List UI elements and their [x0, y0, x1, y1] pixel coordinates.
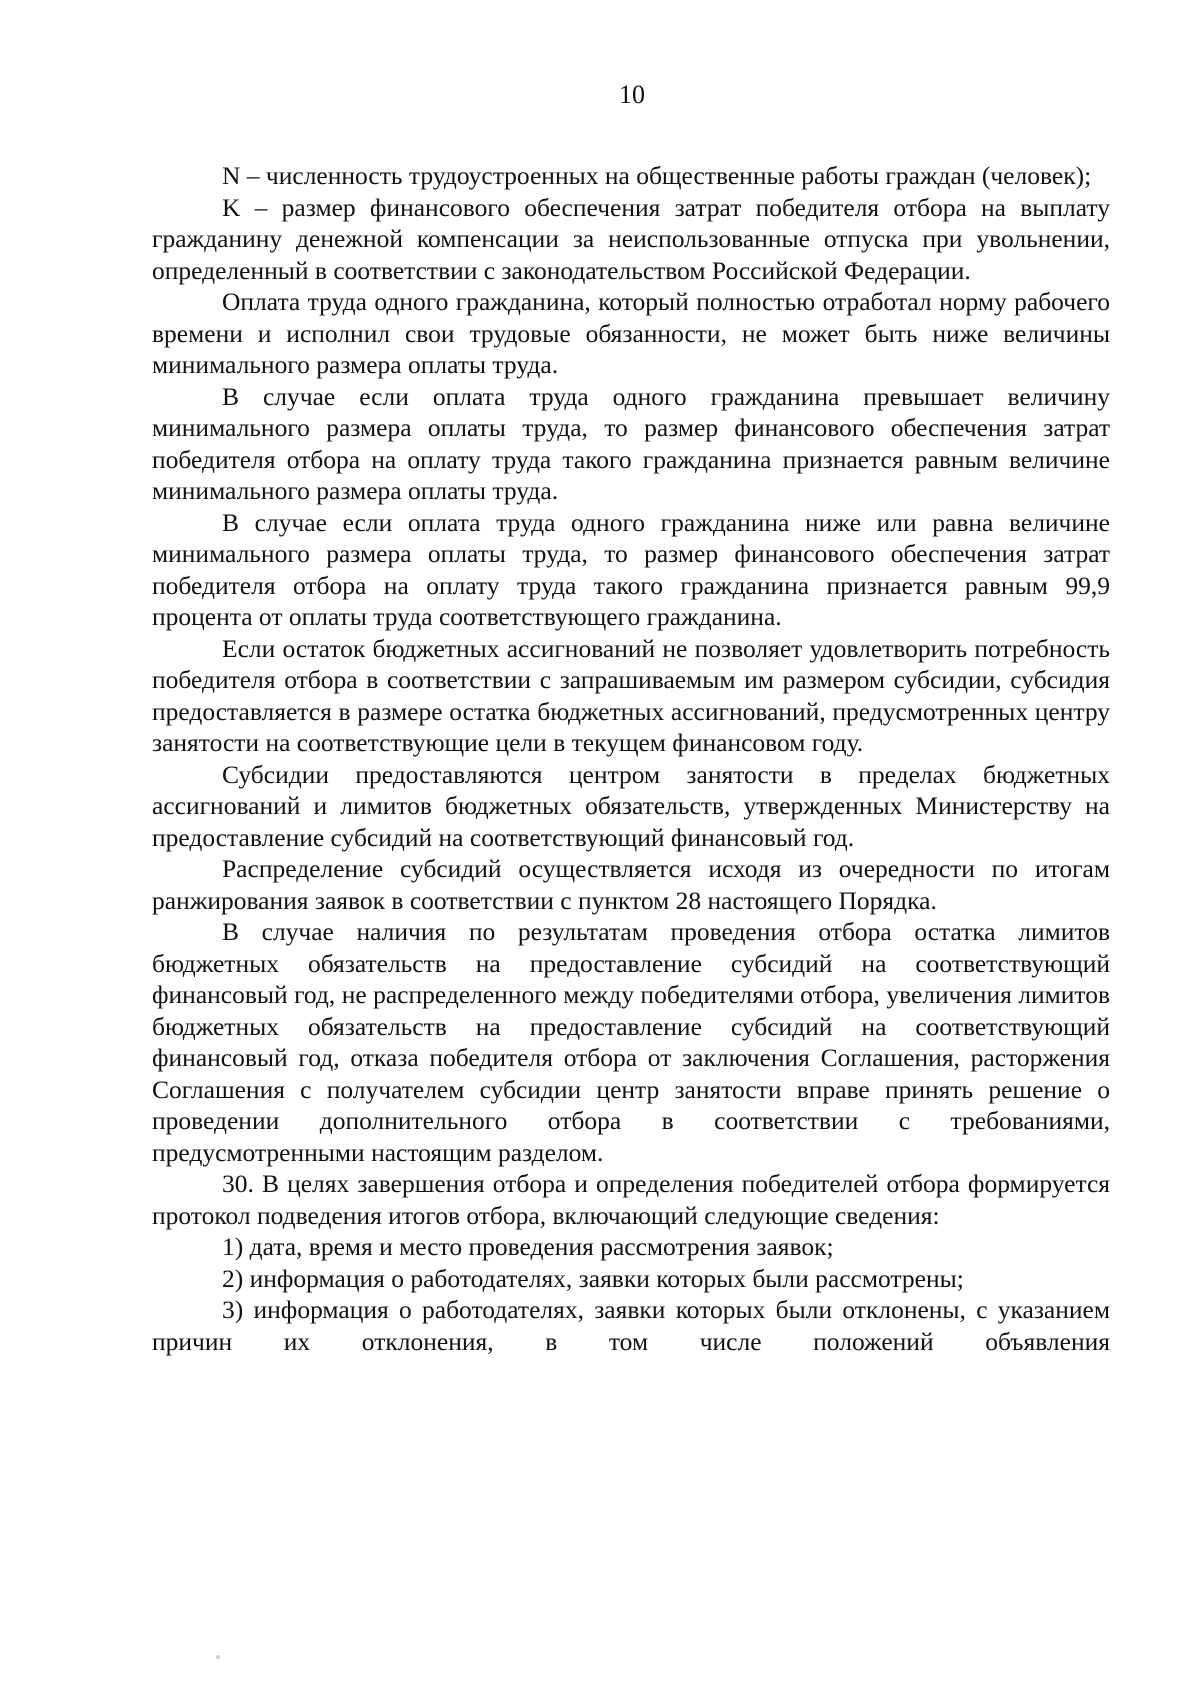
- paragraph-budget-remainder: Если остаток бюджетных ассигнований не позволяет удовлетворить потребность победителя отбора в соответствии с запрашиваемым им размером субсидии, субсидия предоставляется в размере остатка бюджетных ассигнований, предусмотренных центру занятости на соответствующие цели в текущем финансовом году.: [152, 633, 1110, 757]
- paragraph-minimum-wage: Оплата труда одного гражданина, который полностью отработал норму рабочего времени и исполнил свои трудовые обязанности, не может быть ниже величины минимального размера оплаты труда.: [152, 287, 1110, 379]
- list-item-1: 1) дата, время и место проведения рассмотрения заявок;: [222, 1232, 834, 1261]
- paragraph-k-definition: K – размер финансового обеспечения затрат победителя отбора на выплату гражданину денежной компенсации за неиспользованные отпуска при увольнении, определенный в соответствии с законодательством Российской Федерации.: [152, 192, 1110, 285]
- scan-dot-mark: [216, 1655, 220, 1659]
- paragraph-wage-below: В случае если оплата труда одного гражданина ниже или равна величине минимального размера оплаты труда, то размер финансового обеспечения затрат победителя отбора на оплату труда такого гражданина признается равным 99,9 процента от оплаты труда соответствующего гражданина.: [152, 507, 1110, 631]
- paragraph-n-definition: N – численность трудоустроенных на общественные работы граждан (человек);: [222, 161, 1092, 190]
- list-item-2: 2) информация о работодателях, заявки которых были рассмотрены;: [222, 1263, 964, 1293]
- paragraph-item-30: 30. В целях завершения отбора и определения победителей отбора формируется протокол подведения итогов отбора, включающий следующие сведения:: [152, 1169, 1110, 1230]
- document-body: [152, 160, 1110, 1357]
- list-item-3: 3) информация о работодателях, заявки которых были отклонены, с указанием причин их отклонения, в том числе положений объявления: [152, 1295, 1110, 1356]
- paragraph-additional-selection: В случае наличия по результатам проведения отбора остатка лимитов бюджетных обязательств на предоставление субсидий на соответствующий финансовый год, не распределенного между победителями отбора, увеличения лимитов бюджетных обязательств на предоставление субсидий на соответствующий финансовый год, отказа победителя отбора от заключения Соглашения, расторжения Соглашения с получателем субсидии центр занятости вправе принять решение о проведении дополнительного отбора в соответствии с требованиями, предусмотренными настоящим разделом.: [152, 917, 1110, 1167]
- paragraph-wage-exceeds: В случае если оплата труда одного гражданина превышает величину минимального размера оплаты труда, то размер финансового обеспечения затрат победителя отбора на оплату труда такого гражданина признается равным величине минимального размера оплаты труда.: [152, 381, 1110, 505]
- paragraph-subsidy-limits: Субсидии предоставляются центром занятости в пределах бюджетных ассигнований и лимитов бюджетных обязательств, утвержденных Министерству на предоставление субсидий на соответствующий финансовый год.: [152, 759, 1110, 852]
- page-number: 10: [619, 80, 645, 109]
- paragraph-distribution: Распределение субсидий осуществляется исходя из очередности по итогам ранжирования заявок в соответствии с пунктом 28 настоящего Порядка.: [152, 854, 1110, 915]
